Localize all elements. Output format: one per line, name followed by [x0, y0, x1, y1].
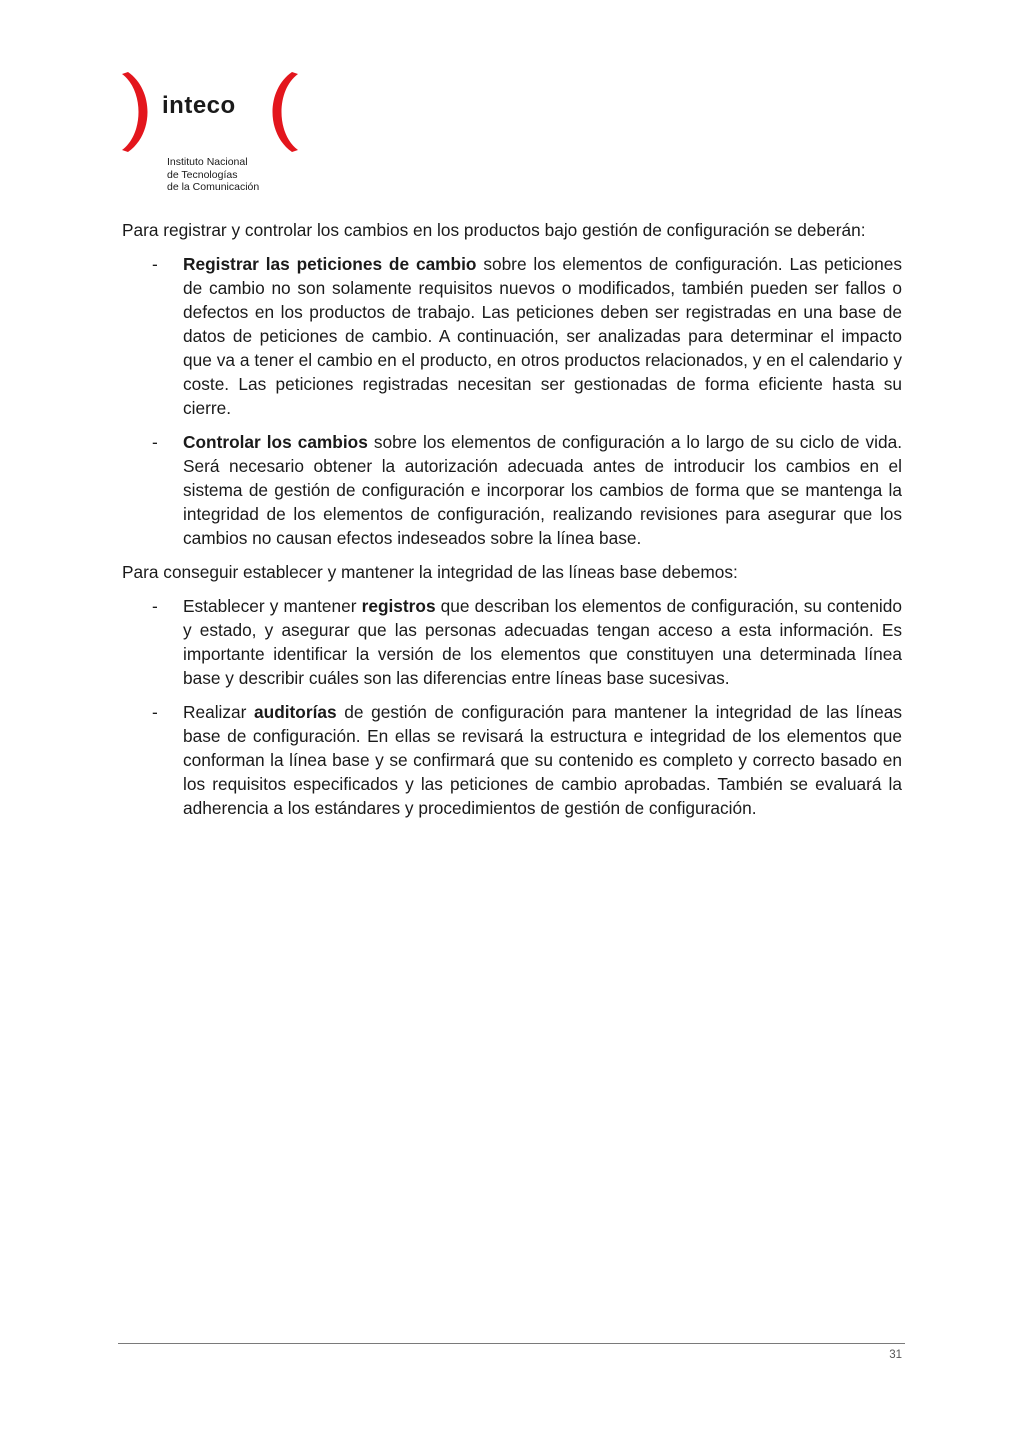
- list-dash: -: [152, 432, 158, 452]
- inteco-logo: [118, 70, 308, 195]
- list-item: [122, 594, 902, 690]
- item-bold: Controlar los cambios: [183, 432, 368, 452]
- item-text: sobre los elementos de configuración. Las peticiones de cambio no son solamente requisitos nuevos o modificados, también pueden ser fallos o defectos en los productos de trabajo. Las peticiones deben ser registradas en una base de datos de peticiones de cambio. A continuación, ser analizadas para determinar el impacto que va a tener el cambio en el producto, en otros productos relacionados, y en el calendario y coste. Las peticiones registradas necesitan ser gestionadas de forma eficiente hasta su cierre.: [183, 254, 903, 418]
- list-dash: -: [152, 254, 158, 274]
- intro-paragraph: Para registrar y controlar los cambios en los productos bajo gestión de configuración se deberán:: [122, 220, 866, 240]
- list-item: [122, 252, 902, 420]
- list-item: [122, 430, 902, 550]
- item-bold: auditorías: [254, 702, 337, 722]
- list-dash: -: [152, 596, 158, 616]
- tagline-line: de la Comunicación: [167, 181, 260, 193]
- list-dash: -: [152, 702, 158, 722]
- list-item: [122, 700, 902, 820]
- item-text: que describan los elementos de configuración, su contenido y estado, y asegurar que las personas adecuadas tengan acceso a esta información. Es importante identificar la versión de los elementos que constituyen una determinada línea base y describir cuáles son las diferencias entre líneas base sucesivas.: [183, 596, 902, 688]
- tagline-line: de Tecnologías: [167, 168, 238, 181]
- tagline-line: Instituto Nacional: [167, 156, 248, 168]
- item-bold: Registrar las peticiones de cambio: [183, 254, 477, 274]
- item-bold: registros: [361, 596, 436, 616]
- logo-brand: [162, 92, 236, 120]
- intro-paragraph: Para conseguir establecer y mantener la integridad de las líneas base debemos:: [122, 562, 738, 582]
- brand-text: inteco: [162, 92, 236, 119]
- item-text: Realizar: [183, 702, 255, 722]
- logo-tagline: [167, 156, 259, 194]
- item-text: de gestión de configuración para mantener la integridad de las líneas base de configuración. En ellas se revisará la estructura e integridad de los elementos que conforman la línea base y se confirmará que su contenido es completo y correcto basado en los requisitos especificados y las peticiones de cambio aprobadas. También se evaluará la adherencia a los estándares y procedimientos de gestión de configuración.: [183, 702, 902, 818]
- item-text: sobre los elementos de configuración a lo largo de su ciclo de vida. Será necesario obtener la autorización adecuada antes de introducir los cambios en el sistema de gestión de configuración e incorporar los cambios de forma que se mantenga la integridad de los elementos de configuración, realizando revisiones para asegurar que los cambios no causan efectos indeseados sobre la línea base.: [183, 432, 902, 548]
- document-body: [122, 218, 902, 830]
- item-text: Establecer y mantener: [183, 596, 362, 616]
- page-number: 31: [889, 1349, 902, 1361]
- footer-rule: [118, 1343, 905, 1344]
